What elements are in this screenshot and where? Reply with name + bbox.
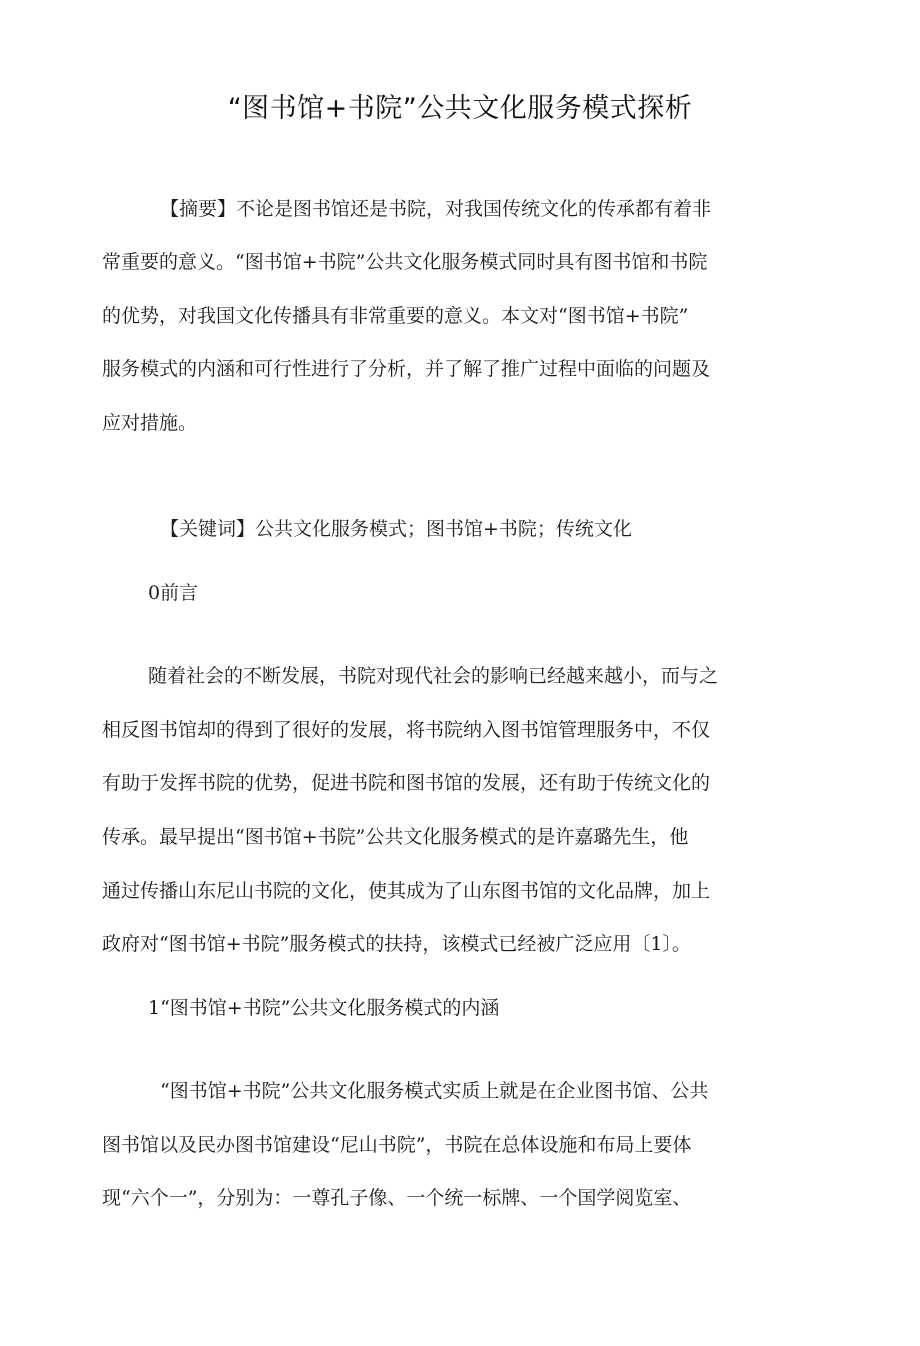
abstract-line: 常重要的意义。“图书馆+书院”公共文化服务模式同时具有图书馆和书院 <box>102 251 708 273</box>
body-line: 传承。最早提出“图书馆+书院”公共文化服务模式的是许嘉璐先生，他 <box>102 826 689 848</box>
section-heading-1: 1“图书馆+书院”公共文化服务模式的内涵 <box>148 997 500 1019</box>
abstract-line: 服务模式的内涵和可行性进行了分析，并了解了推广过程中面临的问题及 <box>102 358 711 380</box>
document-title: “图书馆+书院”公共文化服务模式探析 <box>227 93 693 124</box>
abstract-line: 应对措施。 <box>102 412 198 434</box>
body-line: “图书馆+书院”公共文化服务模式实质上就是在企业图书馆、公共 <box>160 1080 709 1102</box>
body-line: 政府对“图书馆+书院”服务模式的扶持，该模式已经被广泛应用〔1〕。 <box>102 933 691 955</box>
section-heading-0: 0前言 <box>148 582 199 604</box>
body-line: 通过传播山东尼山书院的文化，使其成为了山东图书馆的文化品牌，加上 <box>102 880 711 902</box>
abstract-line: 【摘要】不论是图书馆还是书院，对我国传统文化的传承都有着非 <box>160 198 712 220</box>
abstract-line: 的优势，对我国文化传播具有非常重要的意义。本文对“图书馆+书院” <box>102 305 689 327</box>
body-line: 图书馆以及民办图书馆建设“尼山书院”，书院在总体设施和布局上要体 <box>102 1134 692 1156</box>
body-line: 现“六个一”，分别为：一尊孔子像、一个统一标牌、一个国学阅览室、 <box>102 1187 692 1209</box>
body-line: 有助于发挥书院的优势，促进书院和图书馆的发展，还有助于传统文化的 <box>102 772 711 794</box>
body-line: 随着社会的不断发展，书院对现代社会的影响已经越来越小，而与之 <box>148 665 719 687</box>
body-line: 相反图书馆却的得到了很好的发展，将书院纳入图书馆管理服务中，不仅 <box>102 719 711 741</box>
keywords-line: 【关键词】公共文化服务模式；图书馆+书院；传统文化 <box>160 518 632 540</box>
